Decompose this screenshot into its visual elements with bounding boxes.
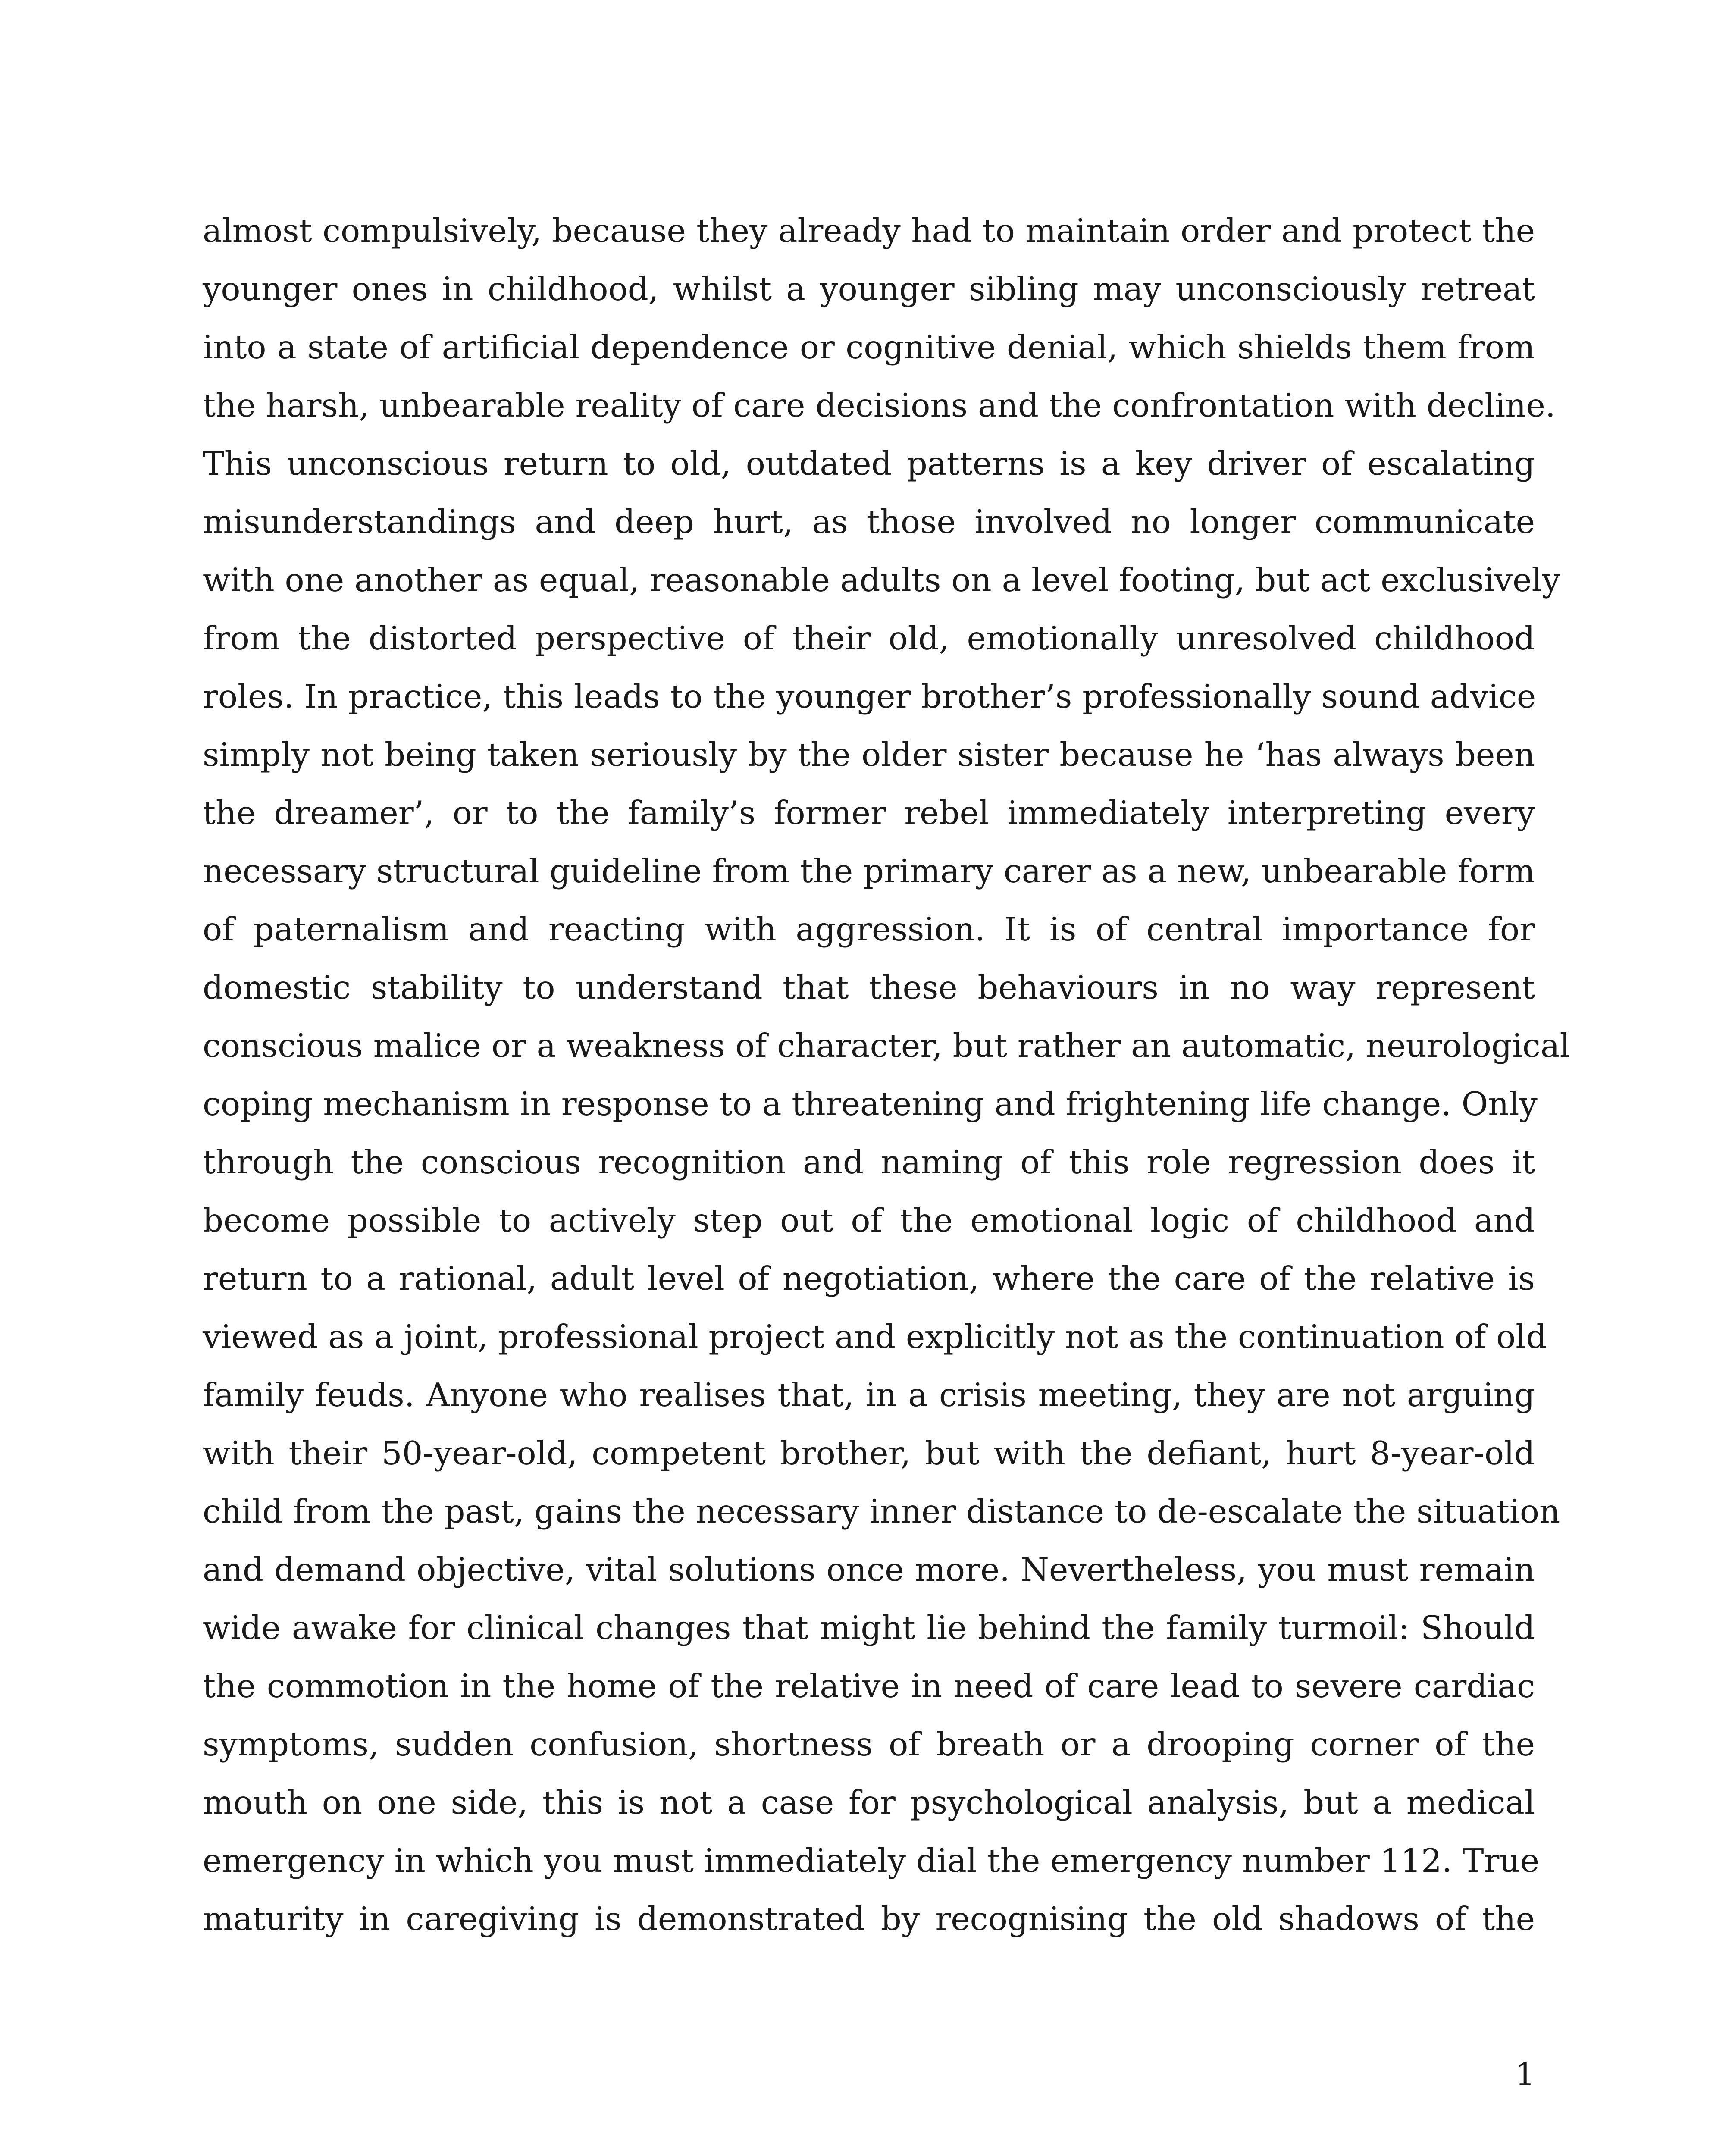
text-line: the harsh, unbearable reality of care decisions and the confrontation with decline.: [203, 386, 1556, 424]
text-line: through the conscious recognition and naming of this role regression does it: [203, 1143, 1535, 1181]
text-line: with their 50-year-old, competent brother, but with the defiant, hurt 8-year-old: [203, 1434, 1535, 1472]
page-number: 1: [1515, 2056, 1535, 2092]
text-line: child from the past, gains the necessary inner distance to de-escalate the situation: [203, 1492, 1560, 1530]
text-line: conscious malice or a weakness of character, but rather an automatic, neurological: [203, 1027, 1570, 1065]
text-line: almost compulsively, because they already had to maintain order and protect the: [203, 212, 1535, 250]
text-line: into a state of artificial dependence or cognitive denial, which shields them from: [203, 328, 1535, 366]
text-line: with one another as equal, reasonable adults on a level footing, but act exclusively: [203, 561, 1560, 599]
text-line: This unconscious return to old, outdated patterns is a key driver of escalating: [203, 445, 1535, 483]
text-line: mouth on one side, this is not a case for psychological analysis, but a medical: [203, 1783, 1535, 1821]
text-line: roles. In practice, this leads to the younger brother’s professionally sound advice: [203, 677, 1536, 715]
text-line: become possible to actively step out of the emotional logic of childhood and: [203, 1201, 1535, 1239]
text-line: family feuds. Anyone who realises that, in a crisis meeting, they are not arguing: [203, 1376, 1535, 1414]
text-line: emergency in which you must immediately dial the emergency number 112. True: [203, 1842, 1540, 1880]
text-line: and demand objective, vital solutions once more. Nevertheless, you must remain: [203, 1551, 1535, 1589]
text-line: the dreamer’, or to the family’s former rebel immediately interpreting every: [203, 794, 1535, 832]
text-line: coping mechanism in response to a threatening and frightening life change. Only: [203, 1085, 1538, 1123]
text-line: symptoms, sudden confusion, shortness of breath or a drooping corner of the: [203, 1725, 1535, 1763]
text-line: maturity in caregiving is demonstrated by recognising the old shadows of the: [203, 1900, 1535, 1938]
text-line: of paternalism and reacting with aggression. It is of central importance for: [203, 910, 1535, 948]
text-line: necessary structural guideline from the primary carer as a new, unbearable form: [203, 852, 1535, 890]
text-line: the commotion in the home of the relative in need of care lead to severe cardiac: [203, 1667, 1535, 1705]
text-line: younger ones in childhood, whilst a younger sibling may unconsciously retreat: [203, 270, 1535, 308]
text-line: wide awake for clinical changes that might lie behind the family turmoil: Should: [203, 1609, 1535, 1647]
text-line: misunderstandings and deep hurt, as those involved no longer communicate: [203, 503, 1535, 541]
text-line: return to a rational, adult level of negotiation, where the care of the relative is: [203, 1260, 1535, 1297]
text-line: domestic stability to understand that these behaviours in no way represent: [203, 968, 1535, 1006]
text-line: simply not being taken seriously by the older sister because he ‘has always been: [203, 736, 1535, 774]
body-paragraph: [203, 202, 1570, 1948]
text-line: from the distorted perspective of their old, emotionally unresolved childhood: [203, 619, 1535, 657]
text-line: viewed as a joint, professional project and explicitly not as the continuation of old: [203, 1318, 1547, 1356]
